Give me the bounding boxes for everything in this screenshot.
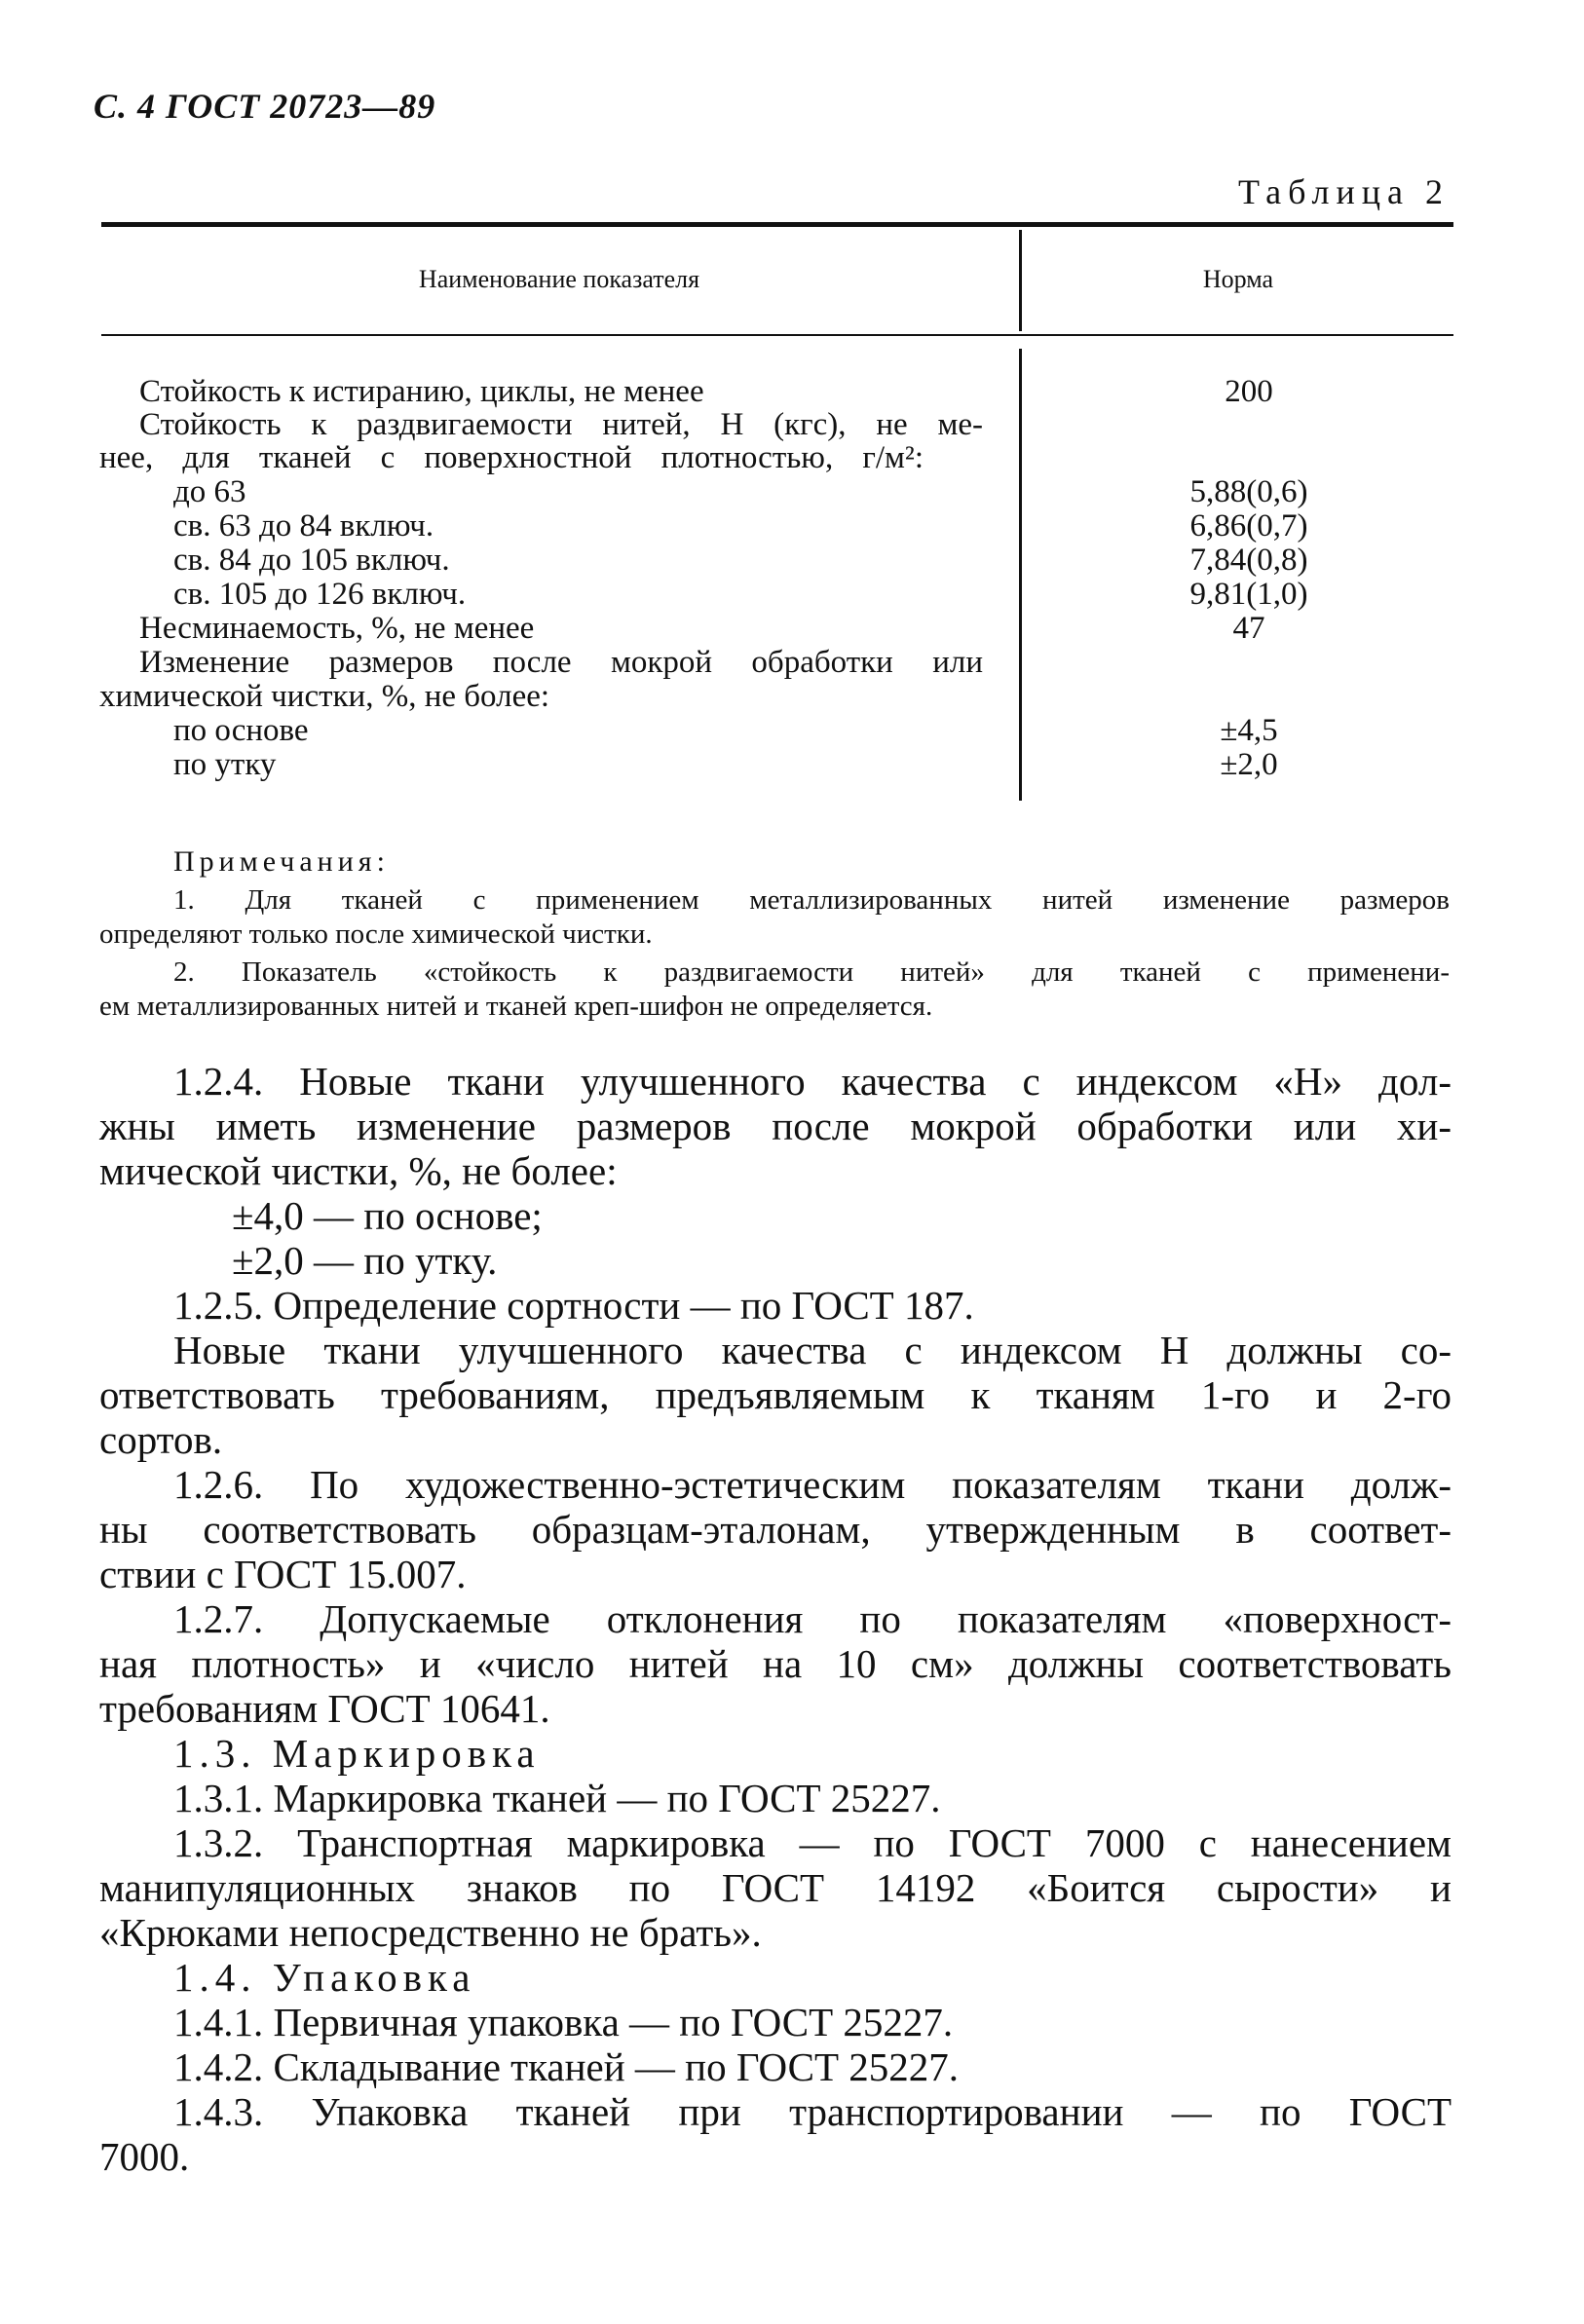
note-line: 1. Для тканей с применением металлизированных нитей изменение размеров — [173, 884, 1450, 916]
body-line: Новые ткани улучшенного качества с индексом Н должны со- — [173, 1328, 1452, 1372]
table-row-name: по основе — [173, 713, 309, 748]
body-line: мической чистки, %, не более: — [99, 1148, 618, 1193]
body-line: 1.4.1. Первичная упаковка — по ГОСТ 25227. — [173, 2000, 954, 2044]
body-line: ±4,0 — по основе; — [232, 1193, 543, 1238]
body-line: 1.2.7. Допускаемые отклонения по показателям «поверхност- — [173, 1596, 1452, 1641]
note-line: 2. Показатель «стойкость к раздвигаемости нитей» для тканей с применени- — [173, 956, 1450, 988]
body-line: 1.2.6. По художественно-эстетическим показателям ткани долж- — [173, 1462, 1452, 1507]
note-line: ем металлизированных нитей и тканей креп-шифон не определяется. — [99, 991, 933, 1022]
body-line: 1.3.1. Маркировка тканей — по ГОСТ 25227. — [173, 1776, 941, 1820]
body-line: 1.4.2. Складывание тканей — по ГОСТ 25227. — [173, 2044, 960, 2089]
body-line: сортов. — [99, 1417, 223, 1462]
table-top-rule — [101, 222, 1453, 227]
body-line: 1.2.4. Новые ткани улучшенного качества с индексом «Н» дол- — [173, 1059, 1452, 1104]
table-row-norm: 9,81(1,0) — [1189, 577, 1308, 612]
table-row-name: Несминаемость, %, не менее — [139, 611, 535, 646]
table-row-name: нее, для тканей с поверхностной плотностью, г/м²: — [99, 440, 924, 475]
table-row-name: Изменение размеров после мокрой обработки или — [139, 645, 983, 680]
body-line: требованиям ГОСТ 10641. — [99, 1686, 550, 1731]
section-heading: 1.4. Упаковка — [173, 1955, 476, 2000]
notes-title: Примечания: — [173, 845, 390, 878]
table-row-norm: 5,88(0,6) — [1189, 474, 1308, 509]
table-row-name: химической чистки, %, не более: — [99, 679, 550, 714]
body-line: 1.4.3. Упаковка тканей при транспортировании — по ГОСТ — [173, 2089, 1452, 2134]
body-line: манипуляционных знаков по ГОСТ 14192 «Боится сырости» и — [99, 1865, 1452, 1910]
table-row-name: по утку — [173, 747, 277, 782]
table-row-name: св. 105 до 126 включ. — [173, 577, 467, 612]
table-row-norm: 6,86(0,7) — [1189, 508, 1308, 544]
page-header: С. 4 ГОСТ 20723—89 — [94, 87, 436, 126]
table-row-norm: 200 — [1225, 374, 1273, 409]
table-row-norm: ±2,0 — [1220, 747, 1278, 782]
note-line: определяют только после химической чистки. — [99, 918, 653, 950]
table-column-divider-header — [1019, 230, 1022, 331]
section-heading: 1.3. Маркировка — [173, 1731, 541, 1776]
body-line: жны иметь изменение размеров после мокрой обработки или хи- — [99, 1104, 1452, 1148]
body-line: 1.3.2. Транспортная маркировка — по ГОСТ 7000 с нанесением — [173, 1820, 1452, 1865]
table-header-norm: Норма — [1202, 265, 1274, 293]
table-header-name: Наименование показателя — [418, 265, 700, 293]
body-line: ±2,0 — по утку. — [232, 1238, 498, 1283]
body-line: «Крюками непосредственно не брать». — [99, 1910, 762, 1955]
table-row-name: Стойкость к истиранию, циклы, не менее — [139, 374, 704, 409]
table-row-name: св. 63 до 84 включ. — [173, 508, 434, 544]
table-row-name: св. 84 до 105 включ. — [173, 543, 450, 578]
table-row-name: до 63 — [173, 474, 246, 509]
table-row-name: Стойкость к раздвигаемости нитей, Н (кгс), не ме- — [139, 407, 983, 442]
table-row-norm: 7,84(0,8) — [1189, 543, 1308, 578]
table-column-divider-body — [1019, 349, 1022, 801]
table-row-norm: 47 — [1232, 611, 1265, 646]
table-row-norm: ±4,5 — [1220, 713, 1278, 748]
body-line: ны соответствовать образцам-эталонам, утвержденным в соответ- — [99, 1507, 1452, 1552]
table-label: Таблица 2 — [1238, 172, 1450, 211]
table-header-rule — [101, 334, 1453, 336]
body-line: 1.2.5. Определение сортности — по ГОСТ 187. — [173, 1283, 974, 1328]
body-line: ствии с ГОСТ 15.007. — [99, 1552, 467, 1596]
body-line: ная плотность» и «число нитей на 10 см» должны соответствовать — [99, 1641, 1452, 1686]
body-line: ответствовать требованиям, предъявляемым к тканям 1-го и 2-го — [99, 1372, 1452, 1417]
body-line: 7000. — [99, 2134, 190, 2179]
